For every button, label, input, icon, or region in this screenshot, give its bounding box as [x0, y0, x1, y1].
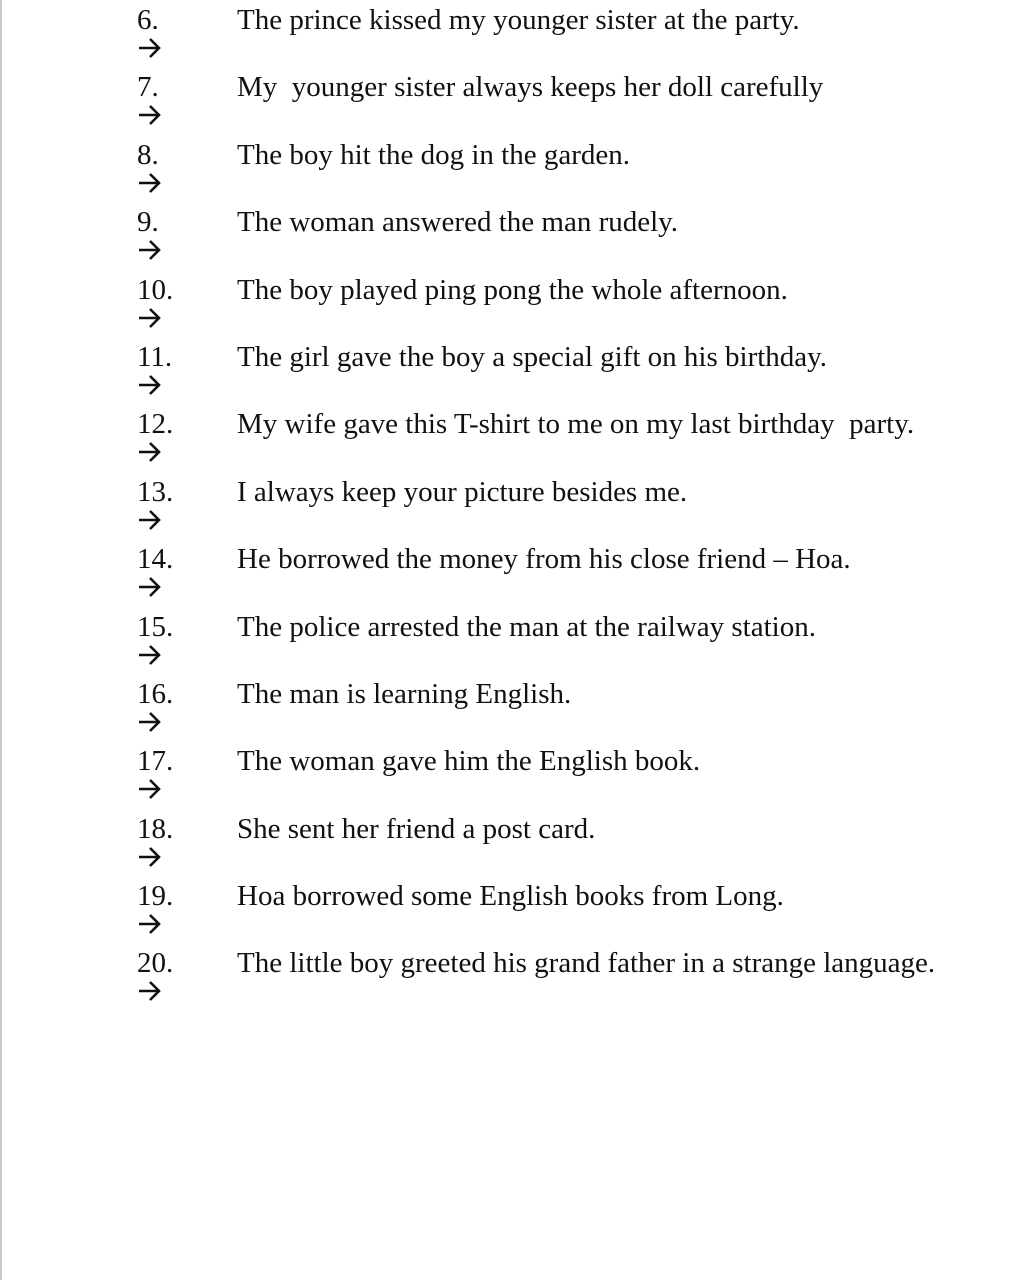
right-arrow-icon [137, 844, 163, 870]
item-number: 16. [137, 677, 174, 710]
item-sentence: She sent her friend a post card. [237, 812, 596, 845]
item-number: 18. [137, 812, 174, 845]
item-number: 13. [137, 475, 174, 508]
right-arrow-icon [137, 170, 163, 196]
right-arrow-icon [137, 776, 163, 802]
item-sentence: My younger sister always keeps her doll carefully [237, 71, 824, 104]
right-arrow-icon [137, 978, 163, 1004]
exercise-item-20 [0, 943, 1024, 1010]
item-sentence: The man is learning English. [237, 677, 572, 710]
item-sentence: I always keep your picture besides me. [237, 475, 688, 508]
item-number: 20. [137, 947, 174, 980]
item-sentence: The boy played ping pong the whole afternoon. [237, 273, 788, 306]
item-sentence: Hoa borrowed some English books from Long. [237, 880, 784, 913]
right-arrow-icon [137, 709, 163, 735]
exercise-item-8 [0, 135, 1024, 202]
item-sentence: The girl gave the boy a special gift on his birthday. [237, 340, 828, 373]
item-sentence: The little boy greeted his grand father in a strange language. [237, 947, 936, 980]
exercise-item-15 [0, 607, 1024, 674]
exercise-item-16 [0, 674, 1024, 741]
right-arrow-icon [137, 102, 163, 128]
item-number: 6. [137, 4, 159, 36]
exercise-item-6 [0, 0, 1024, 67]
item-sentence: The boy hit the dog in the garden. [237, 138, 631, 171]
item-number: 15. [137, 610, 174, 643]
right-arrow-icon [137, 305, 163, 331]
item-number: 12. [137, 408, 174, 441]
exercise-item-10 [0, 270, 1024, 337]
right-arrow-icon [137, 642, 163, 668]
right-arrow-icon [137, 574, 163, 600]
item-number: 14. [137, 543, 174, 576]
exercise-item-17 [0, 741, 1024, 808]
right-arrow-icon [137, 372, 163, 398]
exercise-item-7 [0, 67, 1024, 134]
exercise-item-9 [0, 202, 1024, 269]
item-number: 7. [137, 71, 159, 104]
exercise-item-18 [0, 809, 1024, 876]
exercise-item-12 [0, 404, 1024, 471]
right-arrow-icon [137, 911, 163, 937]
item-number: 11. [137, 340, 173, 373]
item-number: 17. [137, 745, 174, 778]
exercise-item-19 [0, 876, 1024, 943]
exercise-item-13 [0, 472, 1024, 539]
item-number: 10. [137, 273, 174, 306]
exercise-item-14 [0, 539, 1024, 606]
item-sentence: The prince kissed my younger sister at the party. [237, 4, 800, 36]
item-sentence: The woman answered the man rudely. [237, 206, 679, 239]
exercise-item-11 [0, 337, 1024, 404]
right-arrow-icon [137, 439, 163, 465]
item-sentence: My wife gave this T-shirt to me on my last birthday party. [237, 408, 915, 441]
item-number: 19. [137, 880, 174, 913]
item-sentence: He borrowed the money from his close friend – Hoa. [237, 543, 851, 576]
right-arrow-icon [137, 507, 163, 533]
item-sentence: The police arrested the man at the railway station. [237, 610, 816, 643]
item-number: 9. [137, 206, 159, 239]
item-number: 8. [137, 138, 159, 171]
item-sentence: The woman gave him the English book. [237, 745, 701, 778]
right-arrow-icon [137, 237, 163, 263]
right-arrow-icon [137, 35, 163, 61]
